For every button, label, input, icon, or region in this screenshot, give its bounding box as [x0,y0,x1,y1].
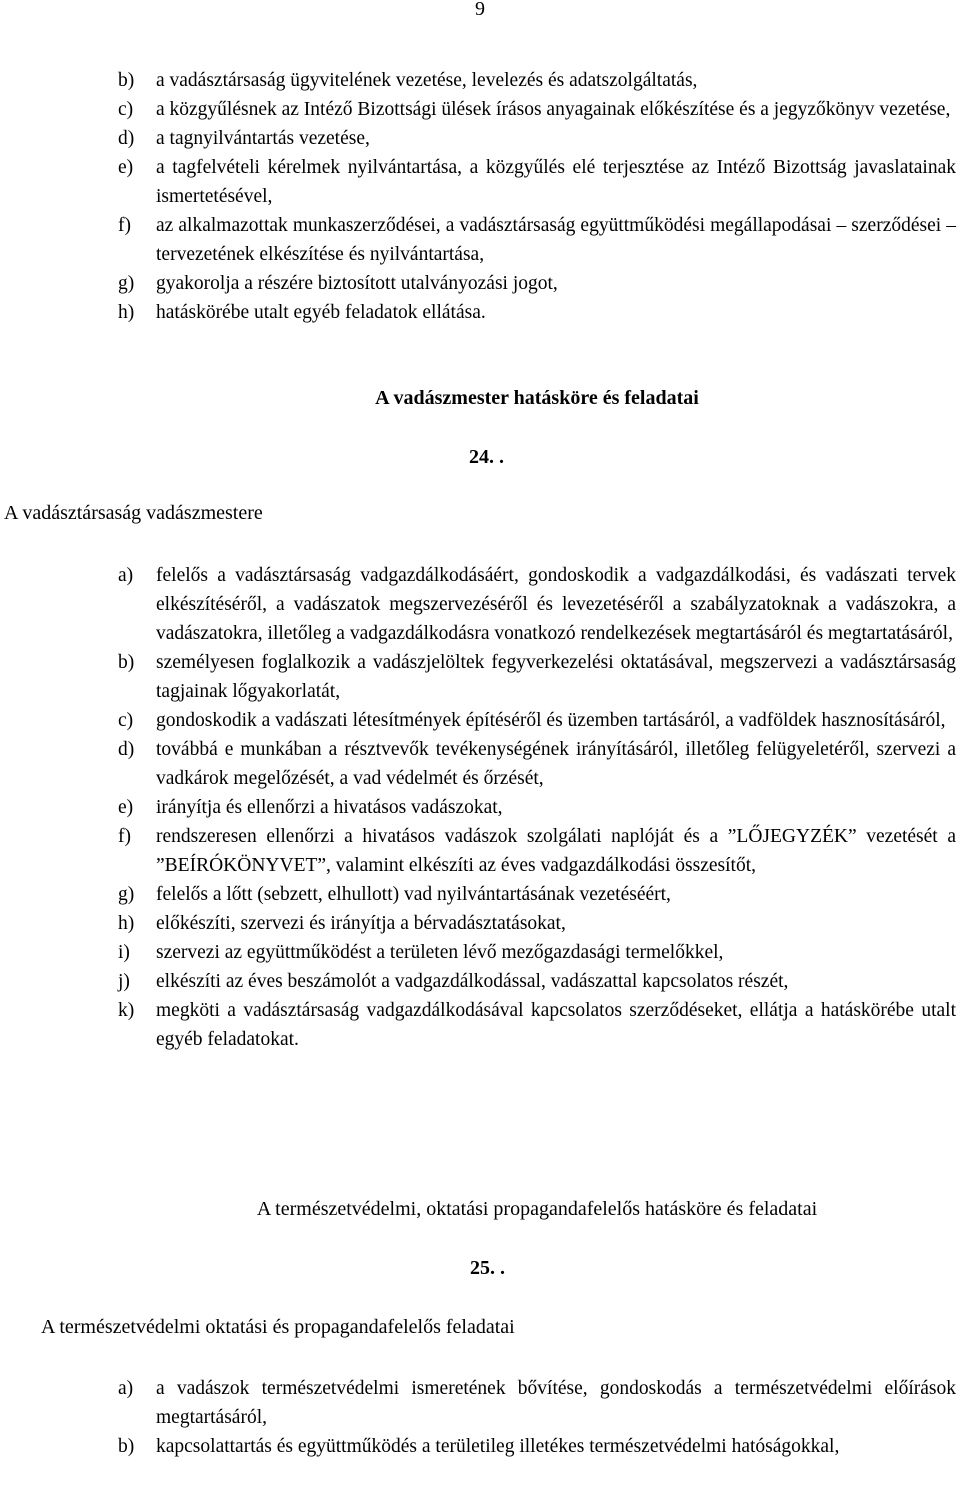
list-item [118,211,956,269]
page-number: 9 [475,0,485,20]
item-text: rendszeresen ellenőrzi a hivatásos vadászok szolgálati naplóját és a ”LŐJEGYZÉK” vezetését a ”BEÍRÓKÖNYVET”, valamint elkészíti az éves vadgazdálkodási összesítőt, [156,826,956,876]
item-text: felelős a vadásztársaság vadgazdálkodásáért, gondoskodik a vadgazdálkodási, és vadászati tervek elkészítéséről, a vadászatok megszervezéséről és levezetéséről a szabályzatoknak a vadászokra, a vadászatokra, illetőleg a vadgazdálkodásra vonatkozó rendelkezések megtartásáról és megtartatásáról, [156,565,956,644]
item-marker: b) [118,70,135,91]
list-item [118,1374,956,1432]
list-item [118,706,956,735]
item-marker: k) [118,1000,135,1021]
item-text: kapcsolattartás és együttműködés a területileg illetékes természetvédelmi hatóságokkal, [156,1436,840,1457]
item-marker: a) [118,565,134,586]
item-marker: g) [118,884,135,905]
list-item [118,938,956,967]
list-item [118,561,956,648]
item-text: a vadászok természetvédelmi ismeretének bővítése, gondoskodás a természetvédelmi előírások megtartásáról, [156,1378,956,1428]
item-marker: c) [118,99,134,120]
section-24-side-heading: A vadásztársaság vadászmestere [4,502,263,524]
item-marker: d) [118,739,135,760]
item-marker: e) [118,797,134,818]
item-marker: b) [118,652,135,673]
item-text: személyesen foglalkozik a vadászjelöltek fegyverkezelési oktatásával, megszervezi a vadásztársaság tagjainak lőgyakorlatát, [156,652,956,702]
list-item [118,153,956,211]
item-marker: d) [118,128,135,149]
item-text: előkészíti, szervezi és irányítja a bérvadásztatásokat, [156,913,566,934]
list-item [118,124,956,153]
item-text: szervezi az együttműködést a területen lévő mezőgazdasági termelőkkel, [156,942,724,963]
item-marker: h) [118,913,135,934]
section-24-number: 24. . [469,446,504,468]
item-text: a közgyűlésnek az Intéző Bizottsági ülések írásos anyagainak előkészítése és a jegyzőkönyv vezetése, [156,99,951,120]
section-25-side-heading: A természetvédelmi oktatási és propagandafelelős feladatai [41,1316,515,1338]
item-marker: b) [118,1436,135,1457]
item-marker: e) [118,157,134,178]
list-item [118,648,956,706]
item-marker: g) [118,273,135,294]
list-item [118,95,956,124]
item-text: irányítja és ellenőrzi a hivatásos vadászokat, [156,797,503,818]
item-marker: f) [118,826,131,847]
item-text: elkészíti az éves beszámolót a vadgazdálkodással, vadászattal kapcsolatos részét, [156,971,789,992]
list-item [118,909,956,938]
item-marker: c) [118,710,134,731]
item-marker: j) [118,971,130,992]
duties-list-1 [118,66,956,327]
item-text: a tagnyilvántartás vezetése, [156,128,370,149]
item-text: megköti a vadásztársaság vadgazdálkodásával kapcsolatos szerződéseket, ellátja a hatáskörébe utalt egyéb feladatokat. [156,1000,956,1050]
list-item [118,1432,956,1461]
item-marker: f) [118,215,131,236]
section-25-heading: A természetvédelmi, oktatási propagandafelelős hatásköre és feladatai [256,1198,818,1220]
item-text: felelős a lőtt (sebzett, elhullott) vad nyilvántartásának vezetéséért, [156,884,671,905]
list-item [118,735,956,793]
item-text: gondoskodik a vadászati létesítmények építéséről és üzemben tartásáról, a vadföldek hasznosításáról, [156,710,946,731]
list-item [118,880,956,909]
item-marker: h) [118,302,135,323]
item-text: a vadásztársaság ügyvitelének vezetése, levelezés és adatszolgáltatás, [156,70,698,91]
item-text: gyakorolja a részére biztosított utalványozási jogot, [156,273,558,294]
list-item [118,967,956,996]
item-marker: i) [118,942,130,963]
item-text: a tagfelvételi kérelmek nyilvántartása, a közgyűlés elé terjesztése az Intéző Bizottság javaslatainak ismertetésével, [156,157,956,207]
duties-list-3 [118,1374,956,1461]
item-marker: a) [118,1378,134,1399]
list-item [118,269,956,298]
list-item [118,822,956,880]
item-text: hatáskörébe utalt egyéb feladatok ellátása. [156,302,486,323]
section-24-heading: A vadászmester hatásköre és feladatai [375,387,699,409]
list-item [118,66,956,95]
list-item [118,793,956,822]
list-item [118,298,956,327]
duties-list-2 [118,561,956,1054]
item-text: továbbá e munkában a résztvevők tevékenységének irányításáról, illetőleg felügyeletéről, szervezi a vadkárok megelőzését, a vad védelmét és őrzését, [156,739,956,789]
list-item [118,996,956,1054]
item-text: az alkalmazottak munkaszerződései, a vadásztársaság együttműködési megállapodásai – szerződései – tervezetének elkészítése és nyilvántartása, [156,215,956,265]
section-25-number: 25. . [470,1257,505,1279]
